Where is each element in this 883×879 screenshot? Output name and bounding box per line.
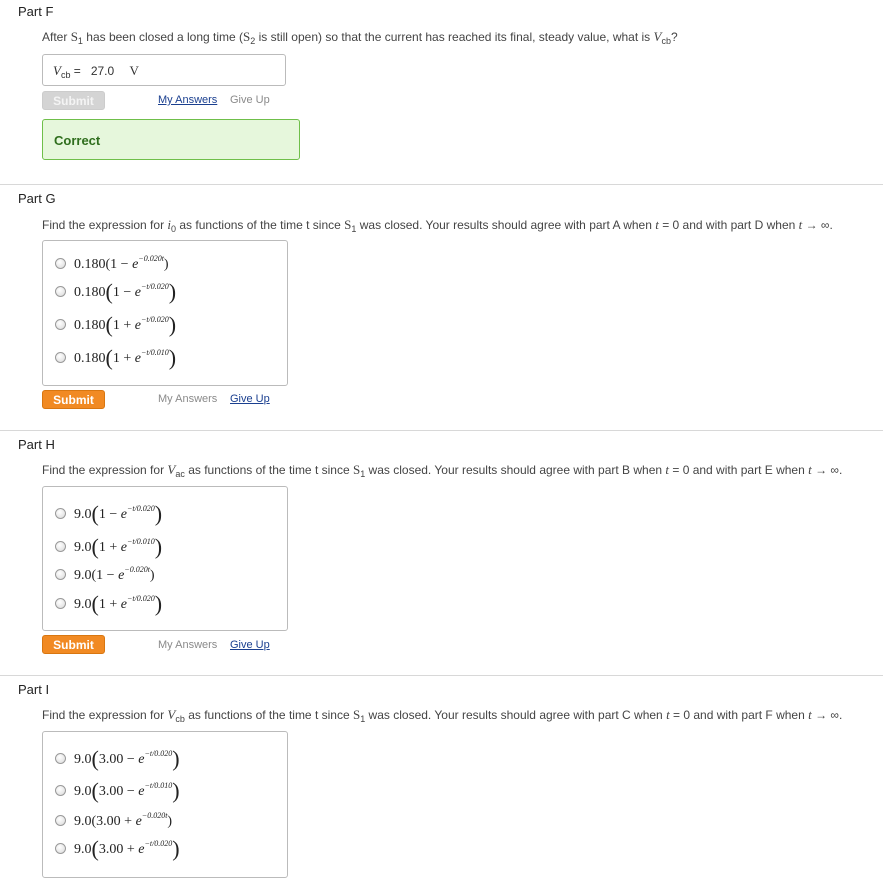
answer-unit: V bbox=[129, 63, 139, 78]
paren-close: ) bbox=[168, 311, 177, 337]
switch-symbol: S bbox=[352, 462, 361, 477]
paren-close: ) bbox=[154, 533, 163, 559]
paren-close: ) bbox=[149, 567, 155, 583]
choice-expression bbox=[74, 777, 180, 803]
exponent: −t/0.010 bbox=[126, 536, 155, 546]
coefficient: 9.0 bbox=[74, 506, 92, 522]
coefficient: 0.180 bbox=[74, 317, 106, 333]
answer-content bbox=[53, 63, 139, 80]
exponent: −t/0.010 bbox=[144, 780, 173, 790]
voltage-subscript: ac bbox=[175, 469, 185, 479]
question-text: → ∞. bbox=[802, 218, 833, 232]
exp-base: e bbox=[118, 567, 125, 583]
radio-button[interactable] bbox=[55, 319, 66, 330]
part-h-choices bbox=[42, 486, 288, 631]
switch-subscript: 1 bbox=[360, 714, 366, 724]
exp-base: e bbox=[132, 256, 139, 272]
correct-feedback bbox=[42, 119, 300, 160]
choice-option[interactable] bbox=[55, 278, 177, 304]
choice-expression bbox=[74, 565, 155, 584]
voltage-symbol: V bbox=[653, 29, 662, 44]
time-symbol: t bbox=[808, 707, 812, 722]
equals-sign: = bbox=[70, 64, 91, 78]
radio-button[interactable] bbox=[55, 352, 66, 363]
exp-base: e bbox=[138, 783, 145, 799]
paren-open: ( bbox=[91, 533, 99, 559]
term: 3.00 − bbox=[98, 783, 139, 799]
time-symbol: t bbox=[666, 707, 670, 722]
exp-base: e bbox=[120, 596, 127, 612]
choice-option[interactable] bbox=[55, 344, 177, 370]
paren-close: ) bbox=[154, 500, 163, 526]
part-g-title: Part G bbox=[18, 191, 56, 206]
divider bbox=[0, 184, 883, 185]
exp-base: e bbox=[134, 284, 141, 300]
question-text: → ∞. bbox=[811, 708, 843, 722]
exponent: −t/0.020 bbox=[126, 503, 155, 513]
paren-open: ( bbox=[91, 835, 99, 861]
choice-option[interactable] bbox=[55, 835, 180, 861]
answer-label: V bbox=[53, 63, 61, 78]
coefficient: 9.0 bbox=[74, 813, 92, 829]
exponent: −0.020t bbox=[124, 564, 150, 574]
switch-symbol: S bbox=[344, 217, 352, 232]
coefficient: 0.180 bbox=[74, 256, 106, 272]
radio-button[interactable] bbox=[55, 258, 66, 269]
paren-open: ( bbox=[105, 311, 113, 337]
radio-button[interactable] bbox=[55, 843, 66, 854]
paren-open: ( bbox=[91, 567, 97, 583]
choice-option[interactable] bbox=[55, 777, 180, 803]
term: 1 − bbox=[112, 284, 135, 300]
time-symbol: t bbox=[798, 217, 803, 232]
question-text: = 0 and with part F when bbox=[669, 708, 809, 722]
part-h-submit-button[interactable]: Submit bbox=[42, 635, 105, 654]
radio-button[interactable] bbox=[55, 541, 66, 552]
exponent: −0.020t bbox=[138, 253, 164, 263]
paren-close: ) bbox=[168, 278, 177, 304]
term: 1 + bbox=[112, 350, 135, 366]
paren-open: ( bbox=[105, 344, 113, 370]
choice-expression bbox=[74, 311, 177, 337]
radio-button[interactable] bbox=[55, 785, 66, 796]
question-text: is still open) so that the current has reached its final, steady value, what is bbox=[255, 30, 654, 44]
question-text: ? bbox=[670, 30, 678, 44]
choice-expression bbox=[74, 344, 177, 370]
question-text: Find the expression for bbox=[42, 708, 168, 722]
current-subscript: 0 bbox=[171, 224, 177, 234]
answer-label-subscript: cb bbox=[60, 70, 71, 80]
switch-subscript: 2 bbox=[250, 36, 256, 46]
question-text: Find the expression for bbox=[42, 218, 168, 232]
radio-button[interactable] bbox=[55, 598, 66, 609]
choice-option[interactable] bbox=[55, 533, 163, 559]
question-text: as functions of the time t since bbox=[184, 463, 353, 477]
choice-option[interactable] bbox=[55, 810, 172, 830]
term: 1 − bbox=[98, 506, 121, 522]
paren-close: ) bbox=[154, 590, 163, 616]
term: 1 + bbox=[112, 317, 135, 333]
exponent: −t/0.020 bbox=[140, 281, 169, 291]
question-text: as functions of the time t since bbox=[176, 218, 345, 232]
term: 1 − bbox=[110, 256, 133, 272]
question-text: was closed. Your results should agree with part A when bbox=[356, 218, 656, 232]
paren-close: ) bbox=[168, 344, 177, 370]
switch-symbol: S bbox=[243, 29, 251, 44]
exponent: −t/0.020 bbox=[126, 593, 155, 603]
question-text: as functions of the time t since bbox=[184, 708, 353, 722]
paren-close: ) bbox=[163, 256, 169, 272]
coefficient: 0.180 bbox=[74, 350, 106, 366]
exp-base: e bbox=[134, 350, 141, 366]
choice-option[interactable] bbox=[55, 745, 180, 771]
coefficient: 9.0 bbox=[74, 596, 92, 612]
choice-expression bbox=[74, 745, 180, 771]
feedback-text: Correct bbox=[54, 133, 101, 148]
paren-open: ( bbox=[91, 813, 97, 829]
paren-open: ( bbox=[91, 590, 99, 616]
radio-button[interactable] bbox=[55, 815, 66, 826]
divider bbox=[0, 675, 883, 676]
paren-open: ( bbox=[91, 745, 99, 771]
coefficient: 9.0 bbox=[74, 783, 92, 799]
part-f-question bbox=[42, 29, 678, 46]
part-i-title: Part I bbox=[18, 682, 50, 697]
choice-expression bbox=[74, 835, 180, 861]
voltage-symbol: V bbox=[167, 707, 176, 722]
paren-open: ( bbox=[91, 500, 99, 526]
time-symbol: t bbox=[665, 462, 670, 477]
choice-expression bbox=[74, 278, 177, 304]
question-text: has been closed a long time ( bbox=[82, 30, 244, 44]
paren-close: ) bbox=[172, 835, 180, 861]
choice-option[interactable] bbox=[55, 500, 163, 526]
switch-subscript: 1 bbox=[77, 36, 83, 46]
paren-open: ( bbox=[105, 256, 111, 272]
part-f-title: Part F bbox=[18, 4, 54, 19]
coefficient: 9.0 bbox=[74, 539, 92, 555]
coefficient: 9.0 bbox=[74, 567, 92, 583]
radio-button[interactable] bbox=[55, 286, 66, 297]
exponent: −t/0.020 bbox=[140, 314, 169, 324]
choice-option[interactable] bbox=[55, 311, 177, 337]
exp-base: e bbox=[134, 317, 141, 333]
part-g-give-up-link[interactable]: Give Up bbox=[230, 393, 270, 405]
question-text: = 0 and with part E when bbox=[669, 463, 809, 477]
exponent: −t/0.020 bbox=[144, 838, 173, 848]
paren-open: ( bbox=[91, 777, 99, 803]
question-text: → ∞. bbox=[811, 463, 843, 477]
coefficient: 9.0 bbox=[74, 841, 92, 857]
switch-subscript: 1 bbox=[351, 224, 357, 234]
paren-open: ( bbox=[105, 278, 113, 304]
divider bbox=[0, 430, 883, 431]
exponent: −t/0.020 bbox=[144, 748, 173, 758]
paren-close: ) bbox=[167, 813, 173, 829]
answer-field[interactable] bbox=[42, 54, 286, 86]
part-h-question bbox=[42, 462, 842, 479]
part-g-submit-button[interactable]: Submit bbox=[42, 390, 105, 409]
question-text: = 0 and with part D when bbox=[658, 218, 799, 232]
term: 3.00 − bbox=[98, 751, 139, 767]
part-g-choices bbox=[42, 240, 288, 386]
term: 1 − bbox=[96, 567, 119, 583]
exp-base: e bbox=[120, 539, 127, 555]
term: 3.00 + bbox=[96, 813, 136, 829]
part-f-my-answers-link[interactable]: My Answers bbox=[158, 94, 218, 106]
part-i-choices bbox=[42, 731, 288, 878]
choice-expression bbox=[74, 811, 172, 830]
voltage-symbol: V bbox=[167, 462, 176, 477]
choice-expression bbox=[74, 254, 169, 273]
answer-value: 27.0 bbox=[90, 64, 115, 78]
question-text: was closed. Your results should agree with part C when bbox=[365, 708, 667, 722]
exp-base: e bbox=[135, 813, 142, 829]
question-text: Find the expression for bbox=[42, 463, 168, 477]
part-h-title: Part H bbox=[18, 437, 55, 452]
part-i-question bbox=[42, 707, 842, 724]
time-symbol: t bbox=[808, 462, 812, 477]
question-text: was closed. Your results should agree with part B when bbox=[365, 463, 666, 477]
choice-expression bbox=[74, 590, 163, 616]
switch-symbol: S bbox=[70, 29, 78, 44]
part-g-my-answers-link[interactable]: My Answers bbox=[158, 393, 218, 405]
choice-option[interactable] bbox=[55, 564, 155, 584]
part-g-question bbox=[42, 217, 833, 234]
term: 1 + bbox=[98, 596, 121, 612]
paren-close: ) bbox=[172, 777, 180, 803]
choice-option[interactable] bbox=[55, 590, 163, 616]
radio-button[interactable] bbox=[55, 569, 66, 580]
radio-button[interactable] bbox=[55, 753, 66, 764]
switch-subscript: 1 bbox=[360, 469, 366, 479]
term: 1 + bbox=[98, 539, 121, 555]
exp-base: e bbox=[120, 506, 127, 522]
choice-expression bbox=[74, 533, 163, 559]
question-text: After bbox=[42, 30, 71, 44]
choice-option[interactable] bbox=[55, 253, 169, 273]
voltage-subscript: cb bbox=[175, 714, 185, 724]
part-f-submit-button[interactable]: Submit bbox=[42, 91, 105, 110]
paren-close: ) bbox=[172, 745, 180, 771]
switch-symbol: S bbox=[352, 707, 361, 722]
part-f-give-up-link[interactable]: Give Up bbox=[230, 94, 270, 106]
part-h-give-up-link[interactable]: Give Up bbox=[230, 639, 270, 651]
coefficient: 9.0 bbox=[74, 751, 92, 767]
voltage-subscript: cb bbox=[661, 36, 671, 46]
time-symbol: t bbox=[655, 217, 659, 232]
coefficient: 0.180 bbox=[74, 284, 106, 300]
exponent: −0.020t bbox=[141, 810, 168, 820]
part-h-my-answers-link[interactable]: My Answers bbox=[158, 639, 218, 651]
choice-expression bbox=[74, 500, 163, 526]
exp-base: e bbox=[138, 841, 145, 857]
exponent: −t/0.010 bbox=[140, 347, 169, 357]
current-symbol: i bbox=[167, 217, 172, 232]
radio-button[interactable] bbox=[55, 508, 66, 519]
exp-base: e bbox=[138, 751, 145, 767]
term: 3.00 + bbox=[98, 841, 139, 857]
